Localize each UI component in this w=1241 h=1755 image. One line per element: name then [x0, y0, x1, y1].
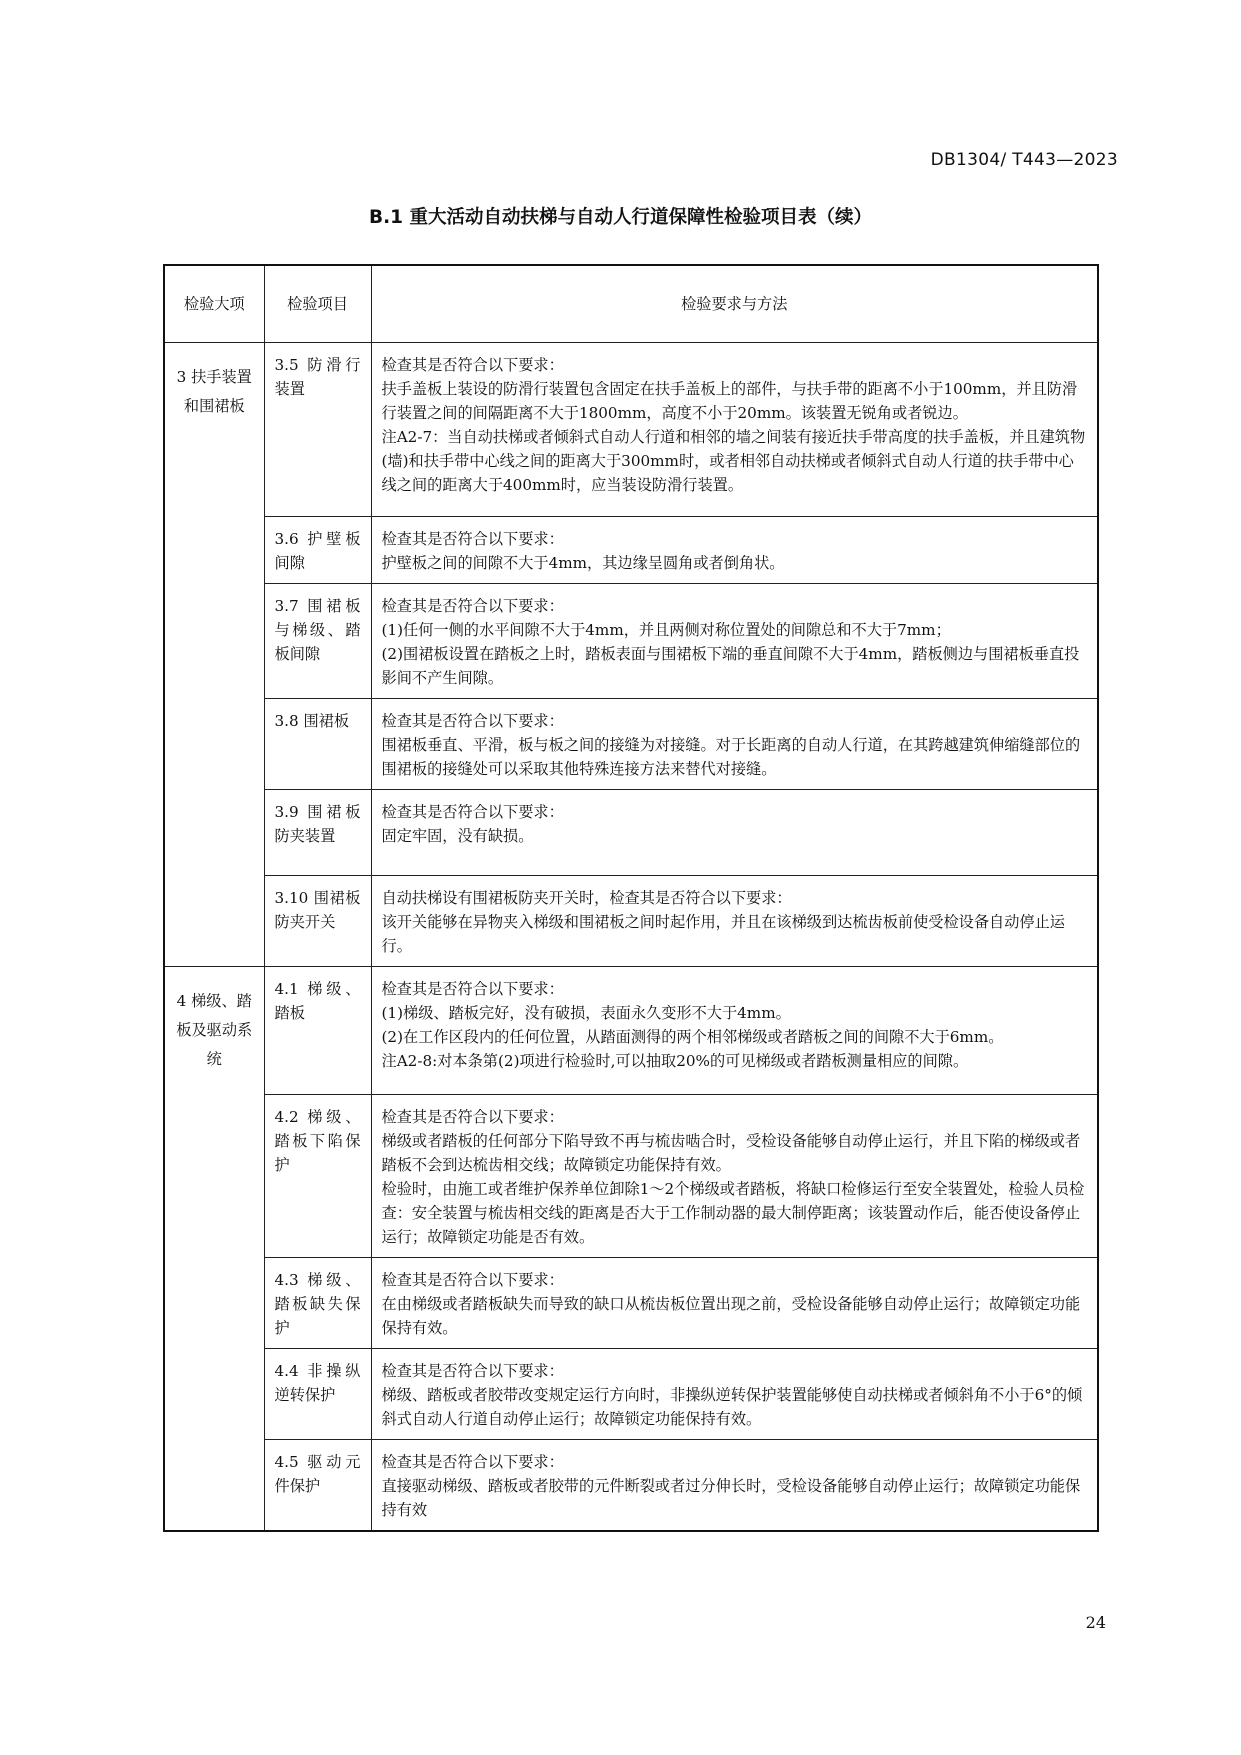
requirement-line: 注A2-7：当自动扶梯或者倾斜式自动人行道和相邻的墙之间装有接近扶手带高度的扶手盖板，并且建筑物(墙)和扶手带中心线之间的距离大于300mm时，或者相邻自动扶梯或者倾斜式自动人行道的扶手带中心线之间的距离大于400mm时，应当装设防滑行装置。: [381, 428, 1086, 494]
requirement-line: 检查其是否符合以下要求：: [381, 356, 564, 374]
requirement-line: 梯级、踏板或者胶带改变规定运行方向时，非操纵逆转保护装置能够使自动扶梯或者倾斜角不小于6°的倾斜式自动人行道自动停止运行；故障锁定功能保持有效。: [381, 1386, 1083, 1428]
inspection-item: 4.4 非操纵逆转保护: [264, 1349, 371, 1440]
inspection-item: 3.5 防滑行装置: [264, 343, 371, 517]
document-code: DB1304/ T443—2023: [930, 150, 1118, 170]
requirement-line: 直接驱动梯级、踏板或者胶带的元件断裂或者过分伸长时，受检设备能够自动停止运行；故障锁定功能保持有效: [381, 1477, 1081, 1519]
requirement-line: 检查其是否符合以下要求：: [381, 980, 564, 998]
inspection-item: 3.10 围裙板防夹开关: [264, 876, 371, 967]
inspection-item: 4.5 驱动元件保护: [264, 1440, 371, 1532]
table-row: [164, 584, 1098, 699]
requirement-line: (1)梯级、踏板完好，没有破损，表面永久变形不大于4mm。: [381, 1004, 791, 1022]
inspection-item: 4.3 梯级、踏板缺失保护: [264, 1258, 371, 1349]
requirement-cell: [371, 967, 1098, 1095]
requirement-cell: [371, 1095, 1098, 1258]
requirement-cell: [371, 1258, 1098, 1349]
requirement-line: 检查其是否符合以下要求：: [381, 530, 564, 548]
requirement-line: 检查其是否符合以下要求：: [381, 1362, 564, 1380]
page-number: 24: [1085, 1613, 1106, 1632]
requirement-line: 检查其是否符合以下要求：: [381, 1271, 564, 1289]
table-title: B.1 重大活动自动扶梯与自动人行道保障性检验项目表（续）: [369, 207, 872, 228]
requirement-line: 检查其是否符合以下要求：: [381, 1108, 564, 1126]
table-row: [164, 699, 1098, 790]
requirement-cell: [371, 343, 1098, 517]
requirement-line: 梯级或者踏板的任何部分下陷导致不再与梳齿啮合时，受检设备能够自动停止运行，并且下陷的梯级或者踏板不会到达梳齿相交线；故障锁定功能保持有效。: [381, 1132, 1081, 1174]
inspection-table: [163, 264, 1099, 1532]
header-item: 检验项目: [264, 265, 371, 343]
table-row: [164, 1258, 1098, 1349]
requirement-line: 注A2-8:对本条第(2)项进行检验时,可以抽取20%的可见梯级或者踏板测量相应的间隙。: [381, 1052, 969, 1070]
requirement-cell: [371, 790, 1098, 876]
table-row: [164, 1095, 1098, 1258]
requirement-line: 检查其是否符合以下要求：: [381, 1453, 564, 1471]
requirement-line: 自动扶梯设有围裙板防夹开关时，检查其是否符合以下要求：: [381, 889, 792, 907]
requirement-line: (2)在工作区段内的任何位置，从踏面测得的两个相邻梯级或者踏板之间的间隙不大于6mm。: [381, 1028, 1004, 1046]
requirement-cell: [371, 1349, 1098, 1440]
inspection-item: 3.6 护壁板间隙: [264, 517, 371, 584]
header-requirement: 检验要求与方法: [371, 265, 1098, 343]
table-row: [164, 1440, 1098, 1532]
requirement-cell: [371, 517, 1098, 584]
requirement-line: 该开关能够在异物夹入梯级和围裙板之间时起作用，并且在该梯级到达梳齿板前使受检设备自动停止运行。: [381, 913, 1065, 955]
requirement-line: 检查其是否符合以下要求：: [381, 803, 564, 821]
table-row: [164, 876, 1098, 967]
requirement-line: (1)任何一侧的水平间隙不大于4mm，并且两侧对称位置处的间隙总和不大于7mm；: [381, 621, 951, 639]
inspection-item: 3.9 围裙板防夹装置: [264, 790, 371, 876]
header-major: 检验大项: [164, 265, 264, 343]
requirement-line: 固定牢固，没有缺损。: [381, 827, 534, 845]
requirement-line: 扶手盖板上装设的防滑行装置包含固定在扶手盖板上的部件，与扶手带的距离不小于100mm，并且防滑行装置之间的间隔距离不大于1800mm，高度不小于20mm。该装置无锐角或者锐边。: [381, 380, 1078, 422]
requirement-cell: [371, 699, 1098, 790]
requirement-cell: [371, 1440, 1098, 1532]
inspection-item: 3.7 围裙板与梯级、踏板间隙: [264, 584, 371, 699]
requirement-line: 围裙板垂直、平滑，板与板之间的接缝为对接缝。对于长距离的自动人行道，在其跨越建筑伸缩缝部位的围裙板的接缝处可以采取其他特殊连接方法来替代对接缝。: [381, 736, 1081, 778]
table-row: [164, 343, 1098, 517]
table-row: [164, 517, 1098, 584]
inspection-item: 4.1 梯级、踏板: [264, 967, 371, 1095]
requirement-cell: [371, 876, 1098, 967]
requirement-line: 检验时，由施工或者维护保养单位卸除1～2个梯级或者踏板，将缺口检修运行至安全装置处，检验人员检查：安全装置与梳齿相交线的距离是否大于工作制动器的最大制停距离；该装置动作后，能否使设备停止运行；故障锁定功能是否有效。: [381, 1180, 1085, 1246]
table-row: [164, 967, 1098, 1095]
table-header-row: [164, 265, 1098, 343]
table-row: [164, 790, 1098, 876]
requirement-line: 检查其是否符合以下要求：: [381, 597, 564, 615]
requirement-line: (2)围裙板设置在踏板之上时，踏板表面与围裙板下端的垂直间隙不大于4mm，踏板侧边与围裙板垂直投影间不产生间隙。: [381, 645, 1080, 687]
inspection-item: 4.2 梯级、踏板下陷保护: [264, 1095, 371, 1258]
requirement-cell: [371, 584, 1098, 699]
inspection-item: 3.8 围裙板: [264, 699, 371, 790]
table-row: [164, 1349, 1098, 1440]
table-body: [164, 343, 1098, 1532]
major-category: 3 扶手装置和围裙板: [164, 343, 264, 967]
requirement-line: 检查其是否符合以下要求：: [381, 712, 564, 730]
requirement-line: 护壁板之间的间隙不大于4mm，其边缘呈圆角或者倒角状。: [381, 554, 785, 572]
major-category: 4 梯级、踏板及驱动系统: [164, 967, 264, 1532]
requirement-line: 在由梯级或者踏板缺失而导致的缺口从梳齿板位置出现之前，受检设备能够自动停止运行；故障锁定功能保持有效。: [381, 1295, 1081, 1337]
